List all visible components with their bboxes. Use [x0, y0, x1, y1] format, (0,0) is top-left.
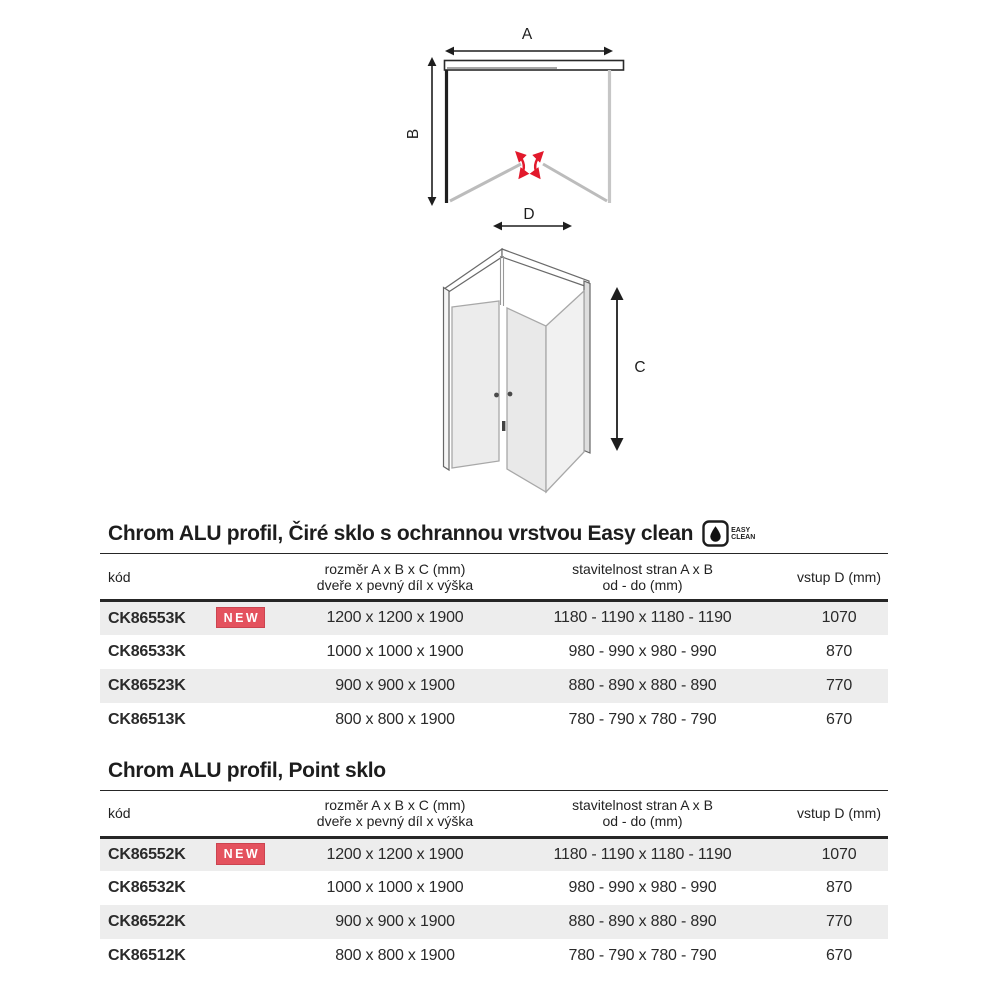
table-row — [100, 905, 888, 939]
size-value: 800 x 800 x 1900 — [335, 947, 455, 964]
easy-clean-label: EASY CLEAN — [731, 526, 756, 541]
col-header-adjust: stavitelnost stran A x B od - do (mm) — [572, 797, 713, 829]
product-code: CK86533K — [108, 642, 186, 660]
table-row — [100, 601, 888, 635]
col-header-adjust: stavitelnost stran A x B od - do (mm) — [572, 560, 713, 593]
dim-label-b: B — [405, 128, 422, 140]
entry-width-value: 770 — [825, 676, 853, 694]
adjust-range-value: 880 - 890 x 880 - 890 — [568, 676, 717, 694]
easy-clean-droplet-icon — [702, 520, 729, 547]
entry-width-value: 770 — [825, 913, 853, 930]
adjust-range-value: 780 - 790 x 780 - 790 — [568, 710, 717, 728]
dim-label-a: A — [521, 26, 533, 43]
product-table-easy-clean — [100, 553, 888, 737]
entry-width-value: 670 — [825, 947, 853, 964]
left-door-plan-line — [450, 164, 521, 201]
entry-width-value: 1070 — [821, 609, 857, 627]
section-title-easy-clean — [108, 520, 888, 547]
size-value: 900 x 900 x 1900 — [335, 913, 455, 930]
size-value: 1200 x 1200 x 1900 — [326, 609, 464, 627]
size-value: 800 x 800 x 1900 — [335, 710, 455, 728]
door-latch — [502, 421, 505, 431]
table-row — [100, 837, 888, 871]
right-wall-profile — [584, 281, 590, 453]
entry-width-value: 1070 — [821, 845, 857, 863]
product-code: CK86532K — [108, 879, 186, 896]
door-handle-left — [494, 393, 499, 398]
right-door-plan-line — [543, 164, 607, 201]
table-row — [100, 635, 888, 669]
adjust-range-value: 1180 - 1190 x 1180 - 1190 — [553, 609, 732, 627]
top-rail-left — [444, 249, 502, 295]
product-code: CK86553K — [108, 609, 186, 627]
product-table-point — [100, 790, 888, 974]
col-header-entry: vstup D (mm) — [797, 568, 881, 585]
col-header-size: rozměr A x B x C (mm) dveře x pevný díl x výška — [316, 797, 474, 829]
table-header — [100, 554, 888, 601]
right-door-glass — [507, 308, 546, 492]
adjust-range-value: 980 - 990 x 980 - 990 — [568, 879, 717, 896]
table-row — [100, 871, 888, 905]
new-badge: NEW — [216, 607, 266, 629]
size-value: 900 x 900 x 1900 — [335, 676, 455, 694]
plan-view-diagram — [405, 26, 624, 230]
col-header-size: rozměr A x B x C (mm) dveře x pevný díl x výška — [316, 560, 474, 593]
dim-label-c: C — [634, 359, 646, 376]
product-code: CK86523K — [108, 676, 186, 694]
product-tables — [100, 520, 888, 973]
section-title-text: Chrom ALU profil, Point sklo — [108, 758, 386, 782]
table-row — [100, 703, 888, 737]
adjust-range-value: 880 - 890 x 880 - 890 — [568, 913, 717, 930]
adjust-range-value: 980 - 990 x 980 - 990 — [568, 642, 717, 660]
product-code: CK86512K — [108, 947, 186, 964]
adjust-range-value: 780 - 790 x 780 - 790 — [568, 947, 717, 964]
entry-width-value: 670 — [825, 710, 853, 728]
entry-width-value: 870 — [825, 642, 853, 660]
product-code: CK86552K — [108, 845, 186, 863]
door-swing-arrow-right — [535, 153, 542, 177]
left-wall-profile — [444, 288, 450, 471]
col-header-code: kód — [108, 568, 131, 585]
table-header — [100, 790, 888, 837]
table-row — [100, 939, 888, 973]
product-code: CK86513K — [108, 710, 186, 728]
right-side-glass — [546, 291, 584, 492]
product-code: CK86522K — [108, 913, 186, 930]
door-handle-right — [508, 392, 513, 397]
adjust-range-value: 1180 - 1190 x 1180 - 1190 — [553, 845, 732, 863]
size-value: 1200 x 1200 x 1900 — [326, 845, 464, 863]
col-header-code: kód — [108, 805, 131, 821]
top-rail-right — [502, 249, 589, 288]
size-value: 1000 x 1000 x 1900 — [326, 879, 464, 896]
entry-width-value: 870 — [825, 879, 853, 896]
dim-label-d: D — [523, 206, 535, 223]
section-title-text: Chrom ALU profil, Čiré sklo s ochrannou vrstvou Easy clean — [108, 521, 694, 545]
section-title-point — [108, 758, 888, 784]
easy-clean-logo — [702, 520, 755, 547]
left-door-glass — [452, 301, 499, 468]
perspective-view-diagram — [444, 249, 646, 492]
size-value: 1000 x 1000 x 1900 — [326, 642, 464, 660]
table-row — [100, 669, 888, 703]
col-header-entry: vstup D (mm) — [797, 805, 881, 821]
new-badge: NEW — [216, 843, 266, 865]
